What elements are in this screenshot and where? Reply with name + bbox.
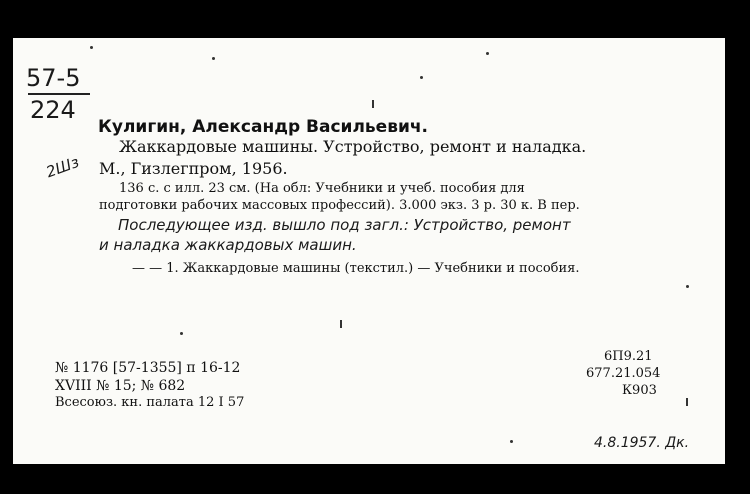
series-line: подготовки рабочих массовых профессий). 3.000 экз. 3 р. 30 к. В пер. xyxy=(99,198,580,213)
publisher-line: Всесоюз. кн. палата 12 I 57 xyxy=(55,395,245,410)
scan-speck xyxy=(686,285,689,288)
date-signature: 4.8.1957. Дк. xyxy=(594,435,690,451)
scan-mark xyxy=(686,398,688,406)
handwritten-note-line-1: Последующее изд. вышло под загл.: Устройство, ремонт xyxy=(118,216,571,234)
classification-1: 6П9.21 xyxy=(604,349,653,364)
handwritten-note-line-2: и наладка жаккардовых машин. xyxy=(99,236,357,254)
chronicle-line: XVIII № 15; № 682 xyxy=(55,378,186,394)
title-line: Жаккардовые машины. Устройство, ремонт и наладка. xyxy=(119,137,587,156)
classification-3: К903 xyxy=(622,383,657,398)
scan-mark xyxy=(372,100,374,108)
imprint-line: М., Гизлегпром, 1956. xyxy=(99,159,288,178)
call-number-divider xyxy=(28,93,90,95)
call-number-top: 57-5 xyxy=(26,64,81,92)
call-number-bottom: 224 xyxy=(30,96,76,124)
scan-speck xyxy=(90,46,93,49)
author-heading: Кулигин, Александр Васильевич. xyxy=(98,117,428,137)
scan-speck xyxy=(180,332,183,335)
subject-tracings: — — 1. Жаккардовые машины (текстил.) — Учебники и пособия. xyxy=(132,261,580,276)
collation-line: 136 с. с илл. 23 см. (На обл: Учебники и учеб. пособия для xyxy=(119,181,525,196)
scan-speck xyxy=(486,52,489,55)
scan-speck xyxy=(510,440,513,443)
scan-mark xyxy=(340,320,342,328)
classification-2: 677.21.054 xyxy=(586,366,661,381)
scan-speck xyxy=(212,57,215,60)
margin-note: 2Шз xyxy=(43,152,82,182)
scan-speck xyxy=(420,76,423,79)
card-number-line: № 1176 [57-1355] п 16-12 xyxy=(55,360,241,376)
